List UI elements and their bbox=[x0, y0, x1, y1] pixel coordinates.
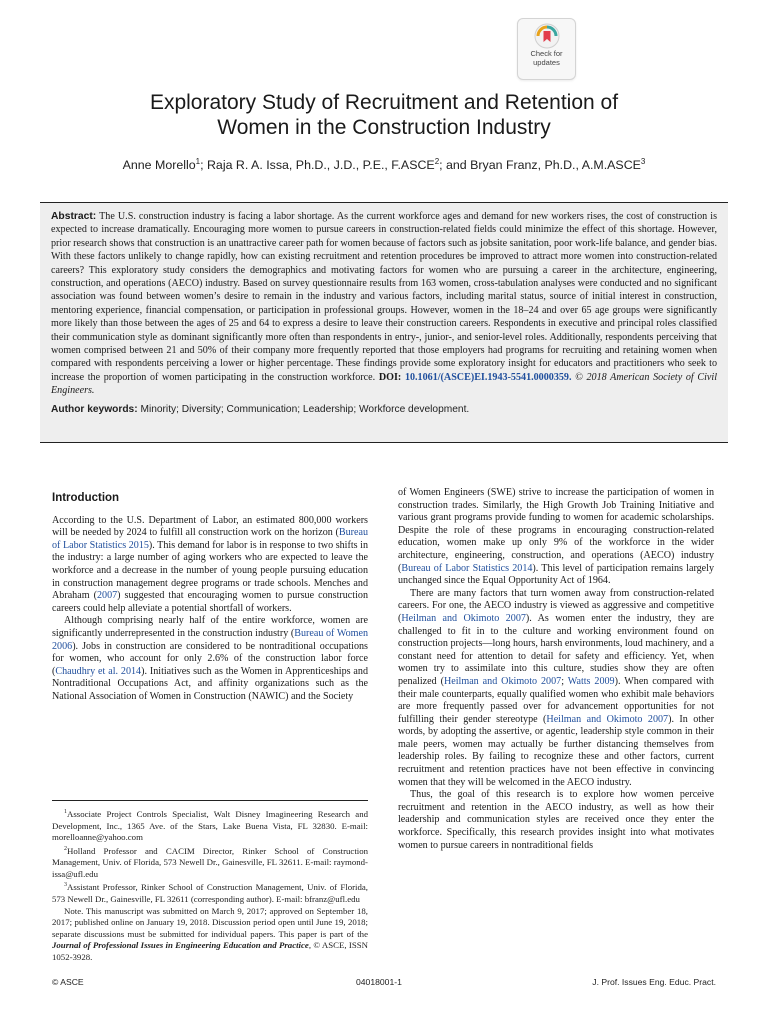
keywords-label: Author keywords: bbox=[51, 403, 138, 415]
title-line-2: Women in the Construction Industry bbox=[217, 116, 551, 139]
text-run: ). In other words, by adopting the assertive, or agentic, leadership style common in their male peers, women may actually be further distancing themselves from leadership roles. By failing to recognize these and other factors, current recruitment and retention practices have not been effective in convincing women that they will be welcomed in the AECO industry. bbox=[398, 713, 714, 788]
text-run: ). As women enter the industry, they are challenged to fit in to the culture and working environment found on construction projects—long hours, harsh environments, loud machinery, and a constant need for attention to detail for safety and efficiency. Yet, when women try to assimilate into this culture, studies show they are often penalized ( bbox=[398, 612, 714, 687]
introduction-heading: Introduction bbox=[52, 492, 120, 504]
abstract-label: Abstract: bbox=[51, 211, 97, 222]
text-run: There are many factors that turn women away from construction-related careers. For one, the AECO industry is viewed as aggressive and competitive ( bbox=[398, 587, 714, 624]
keywords-text: Minority; Diversity; Communication; Leadership; Workforce development. bbox=[140, 403, 470, 415]
left-column bbox=[52, 492, 368, 704]
doi-label: DOI: bbox=[378, 371, 402, 383]
citation-link[interactable]: 2007 bbox=[96, 590, 118, 602]
badge-line-2: updates bbox=[533, 58, 560, 67]
text-run: According to the U.S. Department of Labor, an estimated 800,000 workers will be needed by 2024 to fulfill all construction work on the horizon ( bbox=[52, 514, 368, 539]
intro-paragraph-1 bbox=[52, 515, 368, 616]
check-for-updates-badge[interactable] bbox=[517, 18, 576, 80]
citation-link[interactable]: Bureau of Labor Statistics 2014 bbox=[401, 562, 533, 574]
footer-journal: J. Prof. Issues Eng. Educ. Pract. bbox=[592, 977, 716, 987]
text-run: Although comprising nearly half of the entire workforce, women are significantly underrepresented in the construction industry ( bbox=[52, 615, 368, 639]
citation-link[interactable]: Bureau of Women 2006 bbox=[52, 627, 368, 652]
author-keywords bbox=[51, 404, 717, 415]
check-for-updates-icon bbox=[534, 23, 560, 49]
abstract-box bbox=[40, 202, 728, 443]
footnote-text: Holland Professor and CACIM Director, Rinker School of Construction Management, Univ. of Florida, 573 Newell Dr., Gainesville, FL 32611. E-mail: raymond-issa@ufl.edu bbox=[52, 845, 368, 879]
footnote-text: Associate Project Controls Specialist, Walt Disney Imagineering Research and Development, Inc., 1365 Ave. of the Stars, Lake Buena Vista, FL 32830. E-mail: morelloanne@yahoo.com bbox=[52, 808, 368, 843]
citation-link[interactable]: Chaudhry et al. 2014 bbox=[55, 665, 142, 677]
author-3-affil: 3 bbox=[640, 157, 646, 166]
citation-link[interactable]: Heilman and Okimoto 2007 bbox=[401, 612, 526, 624]
footnote-text: Assistant Professor, Rinker School of Construction Management, Univ. of Florida, 573 Newell Dr., Gainesville, FL 32611 (corresponding author). E-mail: bfranz@ufl.edu bbox=[52, 882, 368, 904]
text-run: ) suggested that encouraging women to pursue construction careers could help alleviate a potential shortfall of workers. bbox=[52, 590, 368, 614]
author-1: Anne Morello bbox=[122, 158, 196, 173]
abstract-text: The U.S. construction industry is facing a labor shortage. As the current workforce ages and demand for new workers rises, the cost of construction is expected to increase dramatically. Encouraging more women to pursue careers in construction-related fields could minimize the effect of this shortage. However, prior research shows that construction is an unattractive career path for women because of factors such as jobsite sanitation, poor work-life balance, and gender bias. With these factors unlikely to change rapidly, how can existing recruitment and retention procedures be improved to attract more women into construction-related careers? This exploratory study considers the demographics and motivating factors for women who are pursuing a career in the architecture, engineering, construction, and operations (AECO) industry. Based on survey questionnaire results from 163 women, cross-tabulation analyses were conducted and no significant association was found between women’s desire to remain in the industry and various factors, including marital status, source of initial interest in construction, mentoring experience, financial compensation, or participation in professional groups. However, women in the 18–24 and over 65 age groups were significantly more likely than those between the ages of 25 and 64 to express a desire to leave their construction careers. Respondents in executive and principal roles classified their communication style as dominant significantly more often than respondents in entry-, junior-, and senior-level roles. Additionally, respondents perceiving that women comprised between 21 and 50% of their company more frequently reported that those employers had programs for recruiting and retaining women when compared with respondents perceiving a lower or higher percentage. These findings provide some exploratory insight for educators and practitioners who seek to increase the proportion of women participating in the construction workforce. bbox=[51, 211, 717, 383]
note-text: , © ASCE, ISSN 1052-3928. bbox=[52, 940, 368, 962]
footnote-marker: 1 bbox=[64, 809, 67, 815]
footnote-1 bbox=[52, 807, 368, 844]
submission-note bbox=[52, 906, 368, 964]
footnote-2 bbox=[52, 844, 368, 881]
author-2-affil: 2 bbox=[434, 157, 440, 166]
note-text: Note. This manuscript was submitted on March 9, 2017; approved on September 18, 2017; published online on January 19, 2018. Discussion period open until June 19, 2018; separate discussions must be submitted for individual papers. This paper is part of the bbox=[52, 905, 368, 939]
footnotes bbox=[52, 800, 368, 963]
citation-link[interactable]: Heilman and Okimoto 2007 bbox=[546, 713, 669, 725]
author-3: ; and Bryan Franz, Ph.D., A.M.ASCE bbox=[439, 158, 641, 173]
citation-link[interactable]: Watts 2009 bbox=[567, 675, 615, 687]
title-line-1: Exploratory Study of Recruitment and Retention of bbox=[149, 91, 619, 114]
text-run: ). Jobs in construction are considered to be nontraditional occupations for women, who account for only 2.6% of the construction labor force ( bbox=[52, 640, 368, 677]
footnote-marker: 3 bbox=[64, 882, 67, 889]
badge-line-1: Check for bbox=[530, 49, 563, 58]
right-paragraph-2 bbox=[398, 588, 714, 790]
journal-name: Journal of Professional Issues in Engineering Education and Practice bbox=[52, 940, 309, 951]
paper-title bbox=[40, 90, 728, 140]
footer-publisher: © ASCE bbox=[52, 977, 84, 987]
citation-link[interactable]: Bureau of Labor Statistics 2015 bbox=[52, 527, 368, 551]
abstract bbox=[51, 210, 717, 398]
footnote-marker: 2 bbox=[64, 845, 67, 852]
text-run: ). This level of participation remains largely unchanged since the Equal Opportunity Act of 1964. bbox=[398, 562, 715, 587]
author-1-affil: 1 bbox=[195, 157, 201, 166]
intro-paragraph-2 bbox=[52, 615, 368, 703]
right-column bbox=[398, 487, 714, 852]
text-run: ; bbox=[561, 675, 568, 687]
author-2: ; Raja R. A. Issa, Ph.D., J.D., P.E., F.ASCE bbox=[200, 158, 435, 173]
right-paragraph-1 bbox=[398, 487, 714, 588]
footer-article-number: 04018001-1 bbox=[356, 977, 402, 987]
text-run: of Women Engineers (SWE) strive to increase the participation of women in construction trades. Similarly, the High Growth Job Training Initiative and various grant programs provide funding to women for academic scholarships. Despite the role of these programs in encouraging construction-related education, women make up only 9% of the workforce in the wider architecture, engineering, construction, and operations (AECO) industry ( bbox=[398, 487, 714, 574]
text-run: ). This demand for labor is in response to two shifts in the industry: a large number of aging workers who are expected to leave the workforce and a decrease in the number of young people pursuing education in construction management degree programs or trade schools. Menches and Abraham ( bbox=[52, 539, 369, 602]
footnote-3 bbox=[52, 880, 368, 905]
text-run: ). Initiatives such as the Women in Apprenticeships and Nontraditional Occupations Act, and affinity organizations such as the National Association of Women in Construction (NAWIC) and the Society bbox=[52, 665, 368, 702]
citation-link[interactable]: Heilman and Okimoto 2007 bbox=[443, 675, 562, 687]
text-run: ). When compared with their male counterparts, equally qualified women who exhibit male behaviors are more frequently passed over for advancement opportunities for not fulfilling their gender stereotype ( bbox=[398, 675, 714, 725]
author-list bbox=[40, 157, 728, 172]
copyright-notice: © 2018 American Society of Civil Engineers. bbox=[51, 371, 718, 397]
right-paragraph-3: Thus, the goal of this research is to explore how women perceive recruitment and retention in the AECO industry, as well as how their leadership and communication styles are received once they enter the workforce. Specifically, this research provides insight into what motivates women to pursue careers in nontraditional fields bbox=[398, 789, 714, 851]
doi-link[interactable]: 10.1061/(ASCE)EI.1943-5541.0000359. bbox=[404, 371, 572, 383]
